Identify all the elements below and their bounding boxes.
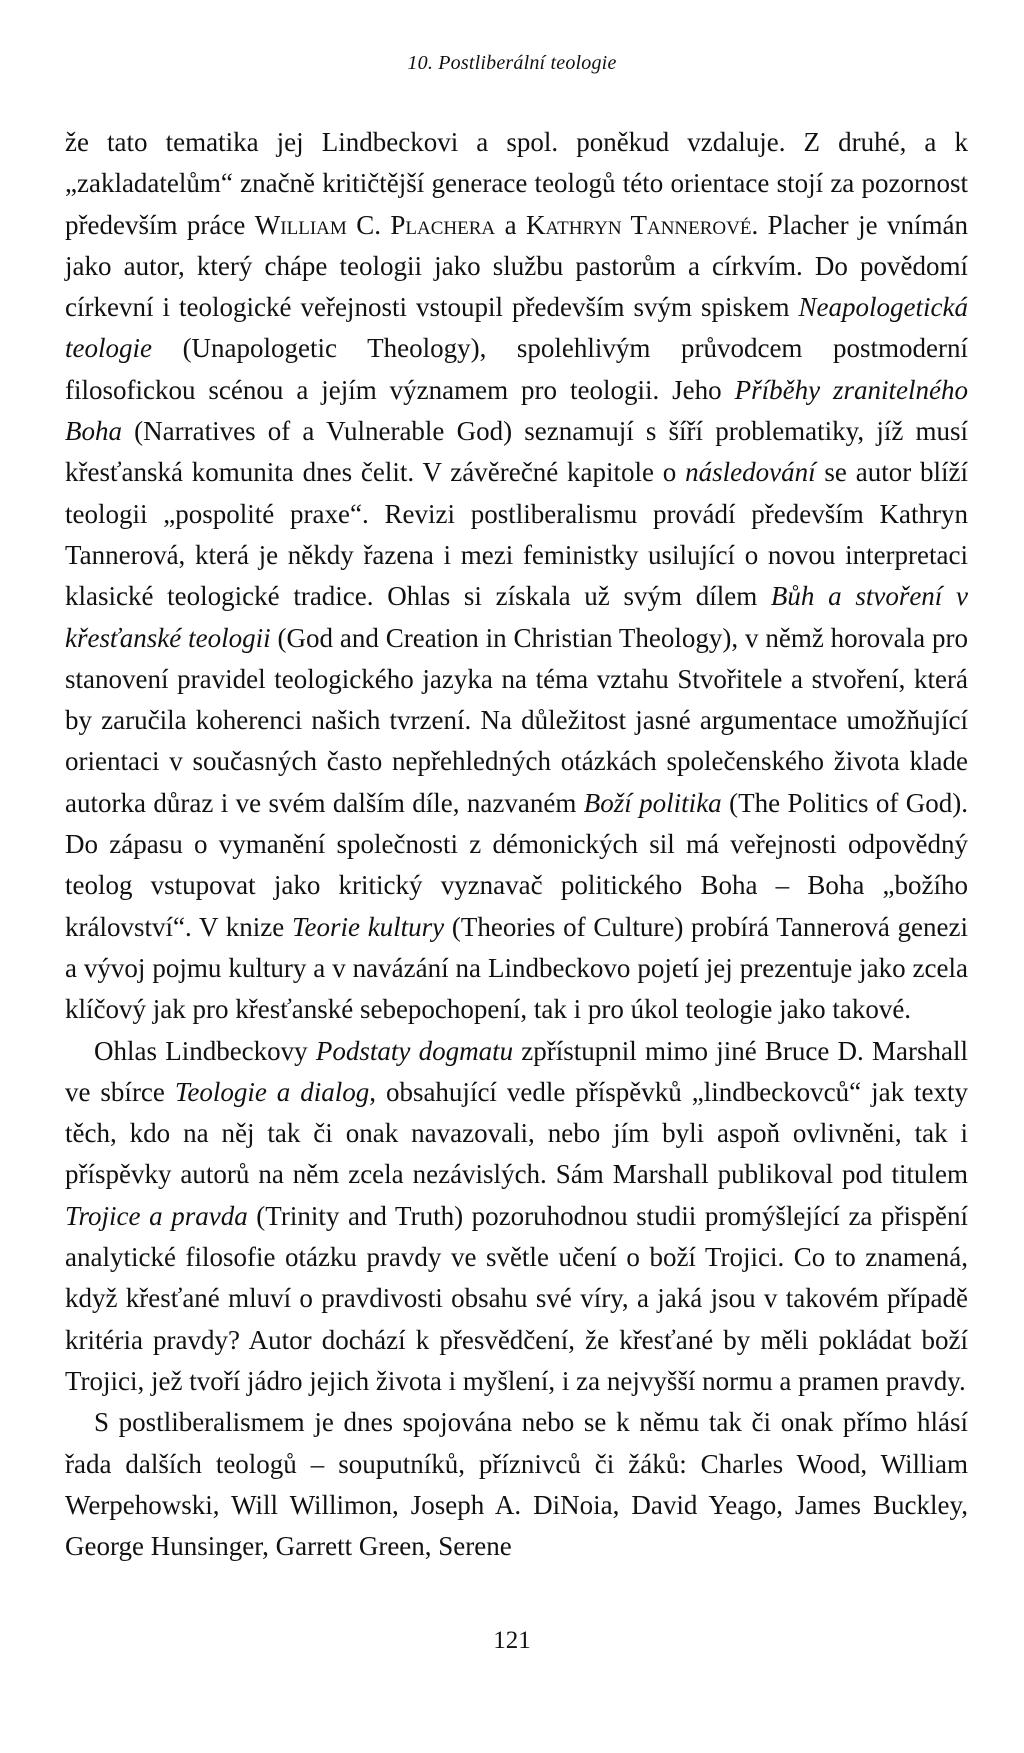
text-run: (Trinity and Truth) pozoruhodnou studii promýšlející za přispění analytické filosofie otázku pravdy ve světle učení o boží Trojici. Co to znamená, když křesťané mluví o pravdivosti obsahu své víry, a jaká jsou v takovém případě kritéria pravdy? Autor dochází k přesvědčení, že křesťané by měli pokládat boží Trojici, jež tvoří jádro jejich života i myšlení, i za nejvyšší normu a pramen pravdy. (65, 1200, 968, 1396)
author-name: Kathryn Tannerové (526, 209, 752, 240)
text-run: . Placher je vnímán jako autor, který chápe teologii jako službu pastorům a církvím. Do povědomí církevní i teologické veřejnosti vstoupil především svým spiskem (65, 209, 968, 323)
text-run: (The Politics of God). Do zápasu o vymanění společnosti z démonických sil má veřejnosti odpovědný teolog vstupovat jako kritický vyznavač politického Boha – Boha „božího království“. V knize (65, 787, 969, 942)
text-run: (Unapologetic Theology), spolehlivým průvodcem postmoderní filosofickou scénou a jejím významem pro teologii. Jeho (65, 333, 968, 405)
italic-title: Bůh a stvoření v křesťanské teologii (65, 581, 969, 653)
text-run: (God and Creation in Christian Theology), v němž horovala pro stanovení pravidel teologického jazyka na téma vztahu Stvořitele a stvoření, která by zaručila koherenci našich tvrzení. Na důležitost jasné argumentace umožňující orientaci v současných často nepřehledných otázkách společenského života klade autorka důraz i ve svém dalším díle, nazvaném (65, 622, 968, 818)
paragraph (65, 1031, 968, 1403)
page-number: 121 (493, 1627, 531, 1654)
body-text (65, 122, 968, 1567)
italic-title: Neapologetická teologie (65, 292, 968, 364)
text-run: že tato tematika jej Lindbeckovi a spol. poněkud vzdaluje. Z druhé, a k „zakladatelům“ značně kritičtější generace teologů této orientace stojí za pozornost především práce (65, 127, 968, 240)
paragraph (65, 1402, 968, 1567)
author-name: William C. Plachera (254, 209, 496, 240)
text-run: Ohlas Lindbeckovy (94, 1035, 316, 1066)
running-head: 10. Postliberální teologie (407, 52, 617, 74)
italic-title: Podstaty dogmatu (315, 1035, 514, 1066)
text-run: (Narratives of a Vulnerable God) seznamují s šíří problematiky, jíž musí křesťanská komunita dnes čelit. V závěrečné kapitole o (65, 416, 968, 488)
italic-title: následování (685, 457, 816, 488)
text-run: se autor blíží teologii „pospolité praxe“. Revizi postliberalismu provádí především Kathryn Tannerová, která je někdy řazena i mezi feministky usilující o novou interpretaci klasické teologické tradice. Ohlas si získala už svým dílem (65, 457, 968, 612)
italic-title: Teorie kultury (291, 911, 445, 942)
text-run: a (495, 209, 527, 240)
text-run: , obsahující vedle příspěvků „lindbeckovců“ jak texty těch, kdo na něj tak či onak navazovali, nebo jím byli aspoň ovlivněni, tak i příspěvky autorů na něm zcela nezávislých. Sám Marshall publikoval pod titulem (65, 1076, 968, 1190)
italic-title: Teologie a dialog (174, 1076, 370, 1107)
italic-title: Trojice a pravda (65, 1200, 248, 1231)
paragraph (65, 122, 968, 1031)
text-run: zpřístupnil mimo jiné Bruce D. Marshall ve sbírce (65, 1035, 968, 1107)
text-run: S postliberalismem je dnes spojována nebo se k němu tak či onak přímo hlásí řada dalších teologů – souputníků, příznivců či žáků: Charles Wood, William Werpehowski, Will Willimon, Joseph A. DiNoia, David Yeago, James Buckley, George Hunsinger, Garrett Green, Serene (65, 1407, 968, 1562)
italic-title: Příběhy zranitelného Boha (65, 374, 968, 447)
italic-title: Boží politika (583, 787, 722, 818)
text-run: (Theories of Culture) probírá Tannerová genezi a vývoj pojmu kultury a v navázání na Lindbeckovo pojetí jej prezentuje jako zcela klíčový jak pro křesťanské sebepochopení, tak i pro úkol teologie jako takové. (65, 911, 969, 1025)
